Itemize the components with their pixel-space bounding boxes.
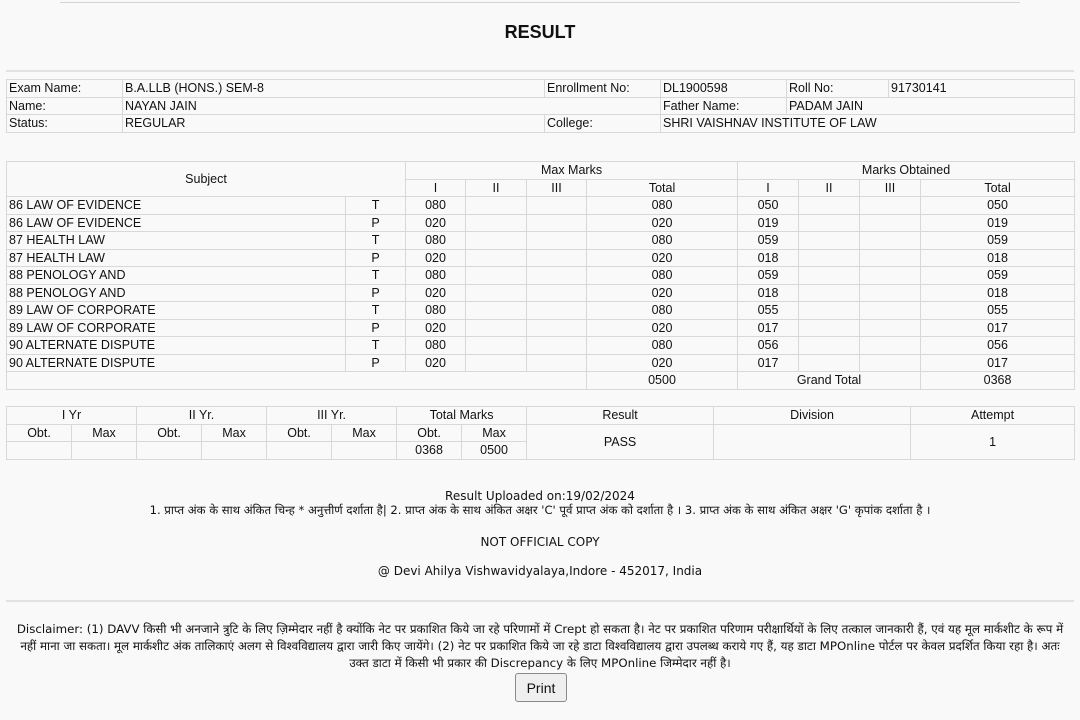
max-col-iii: III: [527, 179, 587, 197]
max-mark-cell: 020: [587, 214, 738, 232]
obtained-mark-cell: 056: [738, 337, 799, 355]
subject-type: T: [346, 197, 406, 215]
obtained-mark-cell: 018: [921, 249, 1075, 267]
student-info-table: [6, 79, 1075, 133]
exam-name-value: B.A.LLB (HONS.) SEM-8: [123, 80, 545, 98]
max-mark-cell: [466, 337, 527, 355]
max-mark-cell: 080: [406, 302, 466, 320]
max-mark-cell: [527, 214, 587, 232]
grand-total-row: [7, 372, 1075, 390]
obtained-mark-cell: 019: [738, 214, 799, 232]
division-value: [714, 424, 911, 459]
max-mark-cell: 020: [587, 354, 738, 372]
obtained-mark-cell: 018: [921, 284, 1075, 302]
iii-yr-obt-label: Obt.: [267, 424, 332, 442]
result-header: Result: [527, 407, 714, 425]
obtained-mark-cell: [799, 354, 860, 372]
max-mark-cell: [527, 267, 587, 285]
max-mark-cell: 080: [406, 337, 466, 355]
grand-total-label: Grand Total: [738, 372, 921, 390]
obtained-mark-cell: [860, 354, 921, 372]
max-mark-cell: 020: [587, 284, 738, 302]
max-mark-cell: 020: [587, 319, 738, 337]
subject-type: T: [346, 267, 406, 285]
subject-type: T: [346, 337, 406, 355]
max-mark-cell: [527, 337, 587, 355]
subject-type: P: [346, 249, 406, 267]
obtained-mark-cell: 018: [738, 284, 799, 302]
max-col-total: Total: [587, 179, 738, 197]
summary-table: [6, 406, 1075, 460]
notes-text: 1. प्राप्त अंक के साथ अंकित चिन्ह * अनुत्तीर्ण दर्शाता है| 2. प्राप्त अंक के साथ अंकित अक्षर 'C' पूर्व प्राप्त अंक को दर्शाता है । 3. प्राप्त अंक के साथ अंकित अक्षर 'G' कृपांक दर्शाता है ।: [149, 503, 931, 517]
max-mark-cell: 080: [587, 302, 738, 320]
subject-name: 90 ALTERNATE DISPUTE: [7, 354, 346, 372]
obtained-mark-cell: 050: [921, 197, 1075, 215]
disclaimer-text: Disclaimer: (1) DAVV किसी भी अनजाने त्रुटि के लिए ज़िम्मेदार नहीं है क्योंकि नेट पर प्रकाशित किये जा रहे परिणामों में Crept हो सकता है। नेट पर प्रकाशित परिणाम परीक्षार्थियों के लिए तत्काल जानकारी हैं, एवं यह मूल मार्कशीट के रूप में नहीं माना जा सकता। मूल मार्कशीट अंक तालिकाएं अलग से विश्वविद्यालय द्वारा जारी किए जायेंगे। (2) नेट पर प्रकाशित किये जा रहे डाटा विश्वविद्यालय द्वारा उपलब्ध कराये गए हैं, यह डाटा MPOnline पोर्टल पर केवल प्रदर्शित किया रहा है। अतः उक्त डाटा में किसी भी प्रकार की Discrepancy के लिए MPOnline जिम्मेदार नहीं है।: [16, 622, 1064, 670]
total-marks-header: Total Marks: [397, 407, 527, 425]
enrollment-label: Enrollment No:: [545, 80, 661, 98]
obtained-mark-cell: [799, 197, 860, 215]
max-mark-cell: [466, 249, 527, 267]
not-official-copy-text: NOT OFFICIAL COPY: [480, 535, 600, 549]
max-mark-cell: 020: [406, 319, 466, 337]
obt-col-total: Total: [921, 179, 1075, 197]
max-mark-cell: [527, 302, 587, 320]
i-yr-max-label: Max: [72, 424, 137, 442]
subject-name: 90 ALTERNATE DISPUTE: [7, 337, 346, 355]
obtained-mark-cell: 019: [921, 214, 1075, 232]
max-marks-header: Max Marks: [406, 162, 738, 180]
total-obt-label: Obt.: [397, 424, 462, 442]
enrollment-value: DL1900598: [661, 80, 787, 98]
obtained-mark-cell: [799, 214, 860, 232]
table-row: [7, 232, 1075, 250]
max-mark-cell: [466, 214, 527, 232]
obtained-mark-cell: 017: [921, 319, 1075, 337]
max-mark-cell: 080: [587, 337, 738, 355]
max-mark-cell: 080: [406, 197, 466, 215]
iii-yr-max-label: Max: [332, 424, 397, 442]
roll-value: 91730141: [889, 80, 1075, 98]
obtained-mark-cell: 059: [738, 232, 799, 250]
top-divider: [60, 2, 1020, 3]
marks-obtained-header: Marks Obtained: [738, 162, 1075, 180]
attempt-header: Attempt: [911, 407, 1075, 425]
ii-yr-obt-label: Obt.: [137, 424, 202, 442]
obtained-mark-cell: [860, 302, 921, 320]
attempt-value: 1: [911, 424, 1075, 459]
subject-type: P: [346, 284, 406, 302]
obtained-mark-cell: [799, 267, 860, 285]
subject-type: P: [346, 354, 406, 372]
name-label: Name:: [7, 97, 123, 115]
obtained-mark-cell: 018: [738, 249, 799, 267]
max-mark-cell: 080: [406, 267, 466, 285]
subject-name: 88 PENOLOGY AND: [7, 267, 346, 285]
page-title: RESULT: [504, 22, 576, 42]
obt-col-i: I: [738, 179, 799, 197]
copyright-text: @ Devi Ahilya Vishwavidyalaya,Indore - 452017, India: [377, 564, 703, 578]
obtained-mark-cell: 056: [921, 337, 1075, 355]
status-value: REGULAR: [123, 115, 545, 133]
info-row: [7, 80, 1075, 98]
roll-label: Roll No:: [787, 80, 889, 98]
max-mark-cell: 080: [406, 232, 466, 250]
obtained-mark-cell: 059: [738, 267, 799, 285]
max-mark-cell: [466, 354, 527, 372]
name-value: NAYAN JAIN: [123, 97, 661, 115]
total-max-value: 0500: [462, 442, 527, 460]
obt-col-iii: III: [860, 179, 921, 197]
max-mark-cell: 020: [406, 214, 466, 232]
max-mark-cell: 020: [406, 284, 466, 302]
max-mark-cell: [527, 249, 587, 267]
ii-yr-max-label: Max: [202, 424, 267, 442]
max-mark-cell: 020: [406, 354, 466, 372]
obtained-mark-cell: [860, 249, 921, 267]
obtained-mark-cell: [860, 337, 921, 355]
max-mark-cell: [527, 284, 587, 302]
max-mark-cell: 020: [406, 249, 466, 267]
max-col-i: I: [406, 179, 466, 197]
max-mark-cell: [466, 267, 527, 285]
obtained-mark-cell: [860, 197, 921, 215]
subject-type: P: [346, 319, 406, 337]
info-row: [7, 115, 1075, 133]
divider: [6, 70, 1074, 72]
ii-yr-header: II Yr.: [137, 407, 267, 425]
max-mark-cell: 080: [587, 232, 738, 250]
obtained-mark-cell: [799, 249, 860, 267]
subject-name: 89 LAW OF CORPORATE: [7, 302, 346, 320]
table-row: [7, 354, 1075, 372]
marks-table: [6, 161, 1075, 390]
obtained-mark-cell: [799, 302, 860, 320]
obtained-mark-cell: [860, 232, 921, 250]
max-grand-total: 0500: [587, 372, 738, 390]
total-obt-value: 0368: [397, 442, 462, 460]
i-yr-header: I Yr: [7, 407, 137, 425]
max-mark-cell: [466, 232, 527, 250]
obtained-mark-cell: 055: [738, 302, 799, 320]
obtained-mark-cell: [860, 214, 921, 232]
subject-name: 87 HEALTH LAW: [7, 232, 346, 250]
table-row: [7, 249, 1075, 267]
max-col-ii: II: [466, 179, 527, 197]
obtained-mark-cell: 059: [921, 267, 1075, 285]
subject-type: T: [346, 232, 406, 250]
obtained-mark-cell: 017: [738, 354, 799, 372]
max-mark-cell: [466, 319, 527, 337]
subject-name: 88 PENOLOGY AND: [7, 284, 346, 302]
obtained-mark-cell: [799, 319, 860, 337]
division-header: Division: [714, 407, 911, 425]
max-mark-cell: [466, 302, 527, 320]
obtained-mark-cell: 050: [738, 197, 799, 215]
obtained-mark-cell: 017: [921, 354, 1075, 372]
table-row: [7, 302, 1075, 320]
obtained-mark-cell: [799, 337, 860, 355]
table-row: [7, 267, 1075, 285]
subject-header: Subject: [7, 162, 406, 197]
subject-type: T: [346, 302, 406, 320]
i-yr-obt-label: Obt.: [7, 424, 72, 442]
info-row: [7, 97, 1075, 115]
max-mark-cell: [527, 232, 587, 250]
table-row: [7, 197, 1075, 215]
obtained-mark-cell: [860, 284, 921, 302]
table-row: [7, 214, 1075, 232]
grand-total-value: 0368: [921, 372, 1075, 390]
table-row: [7, 337, 1075, 355]
max-mark-cell: 080: [587, 267, 738, 285]
max-mark-cell: 020: [587, 249, 738, 267]
max-mark-cell: [527, 319, 587, 337]
obtained-mark-cell: 059: [921, 232, 1075, 250]
subject-name: 86 LAW OF EVIDENCE: [7, 197, 346, 215]
divider: [6, 600, 1074, 602]
total-max-label: Max: [462, 424, 527, 442]
subject-type: P: [346, 214, 406, 232]
print-button[interactable]: Print: [515, 673, 567, 702]
subject-name: 86 LAW OF EVIDENCE: [7, 214, 346, 232]
obtained-mark-cell: [860, 319, 921, 337]
subject-name: 87 HEALTH LAW: [7, 249, 346, 267]
obt-col-ii: II: [799, 179, 860, 197]
max-mark-cell: [466, 197, 527, 215]
result-uploaded-date: Result Uploaded on:19/02/2024: [445, 489, 635, 503]
status-label: Status:: [7, 115, 123, 133]
table-row: [7, 284, 1075, 302]
max-mark-cell: [527, 197, 587, 215]
result-value: PASS: [527, 424, 714, 459]
max-mark-cell: 080: [587, 197, 738, 215]
exam-name-label: Exam Name:: [7, 80, 123, 98]
college-value: SHRI VAISHNAV INSTITUTE OF LAW: [661, 115, 1075, 133]
subject-name: 89 LAW OF CORPORATE: [7, 319, 346, 337]
obtained-mark-cell: [799, 232, 860, 250]
max-mark-cell: [466, 284, 527, 302]
obtained-mark-cell: [860, 267, 921, 285]
father-value: PADAM JAIN: [787, 97, 1075, 115]
table-row: [7, 319, 1075, 337]
max-mark-cell: [527, 354, 587, 372]
father-label: Father Name:: [661, 97, 787, 115]
obtained-mark-cell: [799, 284, 860, 302]
college-label: College:: [545, 115, 661, 133]
obtained-mark-cell: 017: [738, 319, 799, 337]
iii-yr-header: III Yr.: [267, 407, 397, 425]
obtained-mark-cell: 055: [921, 302, 1075, 320]
